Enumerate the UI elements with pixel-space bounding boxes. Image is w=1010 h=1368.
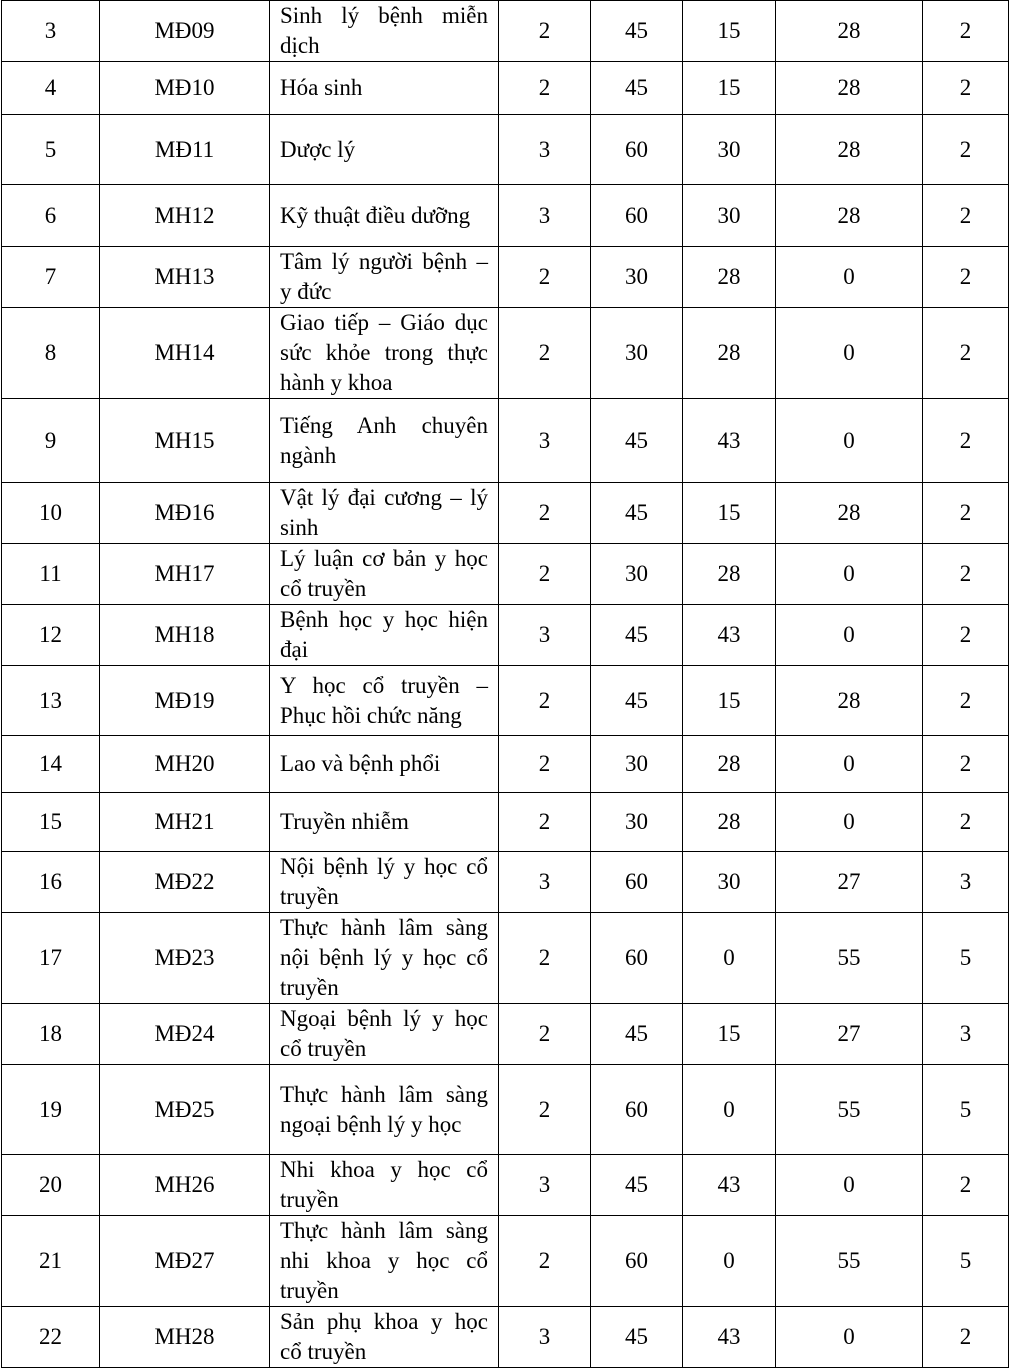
- cell-exam-hours: 2: [923, 605, 1009, 666]
- cell-practice-hours: 0: [776, 544, 923, 605]
- table-row: [2, 1065, 1009, 1155]
- cell-theory-hours: 43: [683, 605, 776, 666]
- table-row: [2, 308, 1009, 399]
- cell-module-name: Tiếng Anh chuyên ngành: [270, 399, 499, 483]
- cell-module-code: MH21: [100, 793, 270, 852]
- cell-total-hours: 60: [591, 1065, 683, 1155]
- cell-practice-hours: 28: [776, 666, 923, 736]
- cell-credits: 2: [499, 913, 591, 1004]
- cell-theory-hours: 15: [683, 62, 776, 115]
- cell-total-hours: 60: [591, 1216, 683, 1307]
- cell-theory-hours: 15: [683, 483, 776, 544]
- cell-practice-hours: 0: [776, 736, 923, 793]
- cell-practice-hours: 0: [776, 308, 923, 399]
- cell-credits: 3: [499, 1307, 591, 1368]
- cell-total-hours: 45: [591, 1, 683, 62]
- cell-theory-hours: 15: [683, 1004, 776, 1065]
- cell-credits: 2: [499, 1, 591, 62]
- cell-practice-hours: 28: [776, 185, 923, 247]
- cell-exam-hours: 2: [923, 666, 1009, 736]
- table-row: [2, 115, 1009, 185]
- cell-total-hours: 30: [591, 247, 683, 308]
- cell-exam-hours: 2: [923, 62, 1009, 115]
- table-row: [2, 913, 1009, 1004]
- cell-theory-hours: 30: [683, 185, 776, 247]
- cell-exam-hours: 2: [923, 793, 1009, 852]
- cell-module-name: Bệnh học y học hiện đại: [270, 605, 499, 666]
- cell-theory-hours: 28: [683, 793, 776, 852]
- cell-stt: 10: [2, 483, 100, 544]
- cell-module-name: Truyền nhiễm: [270, 793, 499, 852]
- cell-practice-hours: 55: [776, 913, 923, 1004]
- cell-exam-hours: 5: [923, 913, 1009, 1004]
- cell-total-hours: 60: [591, 913, 683, 1004]
- curriculum-table: [1, 0, 1009, 1368]
- table-row: [2, 1155, 1009, 1216]
- cell-module-code: MĐ09: [100, 1, 270, 62]
- cell-credits: 3: [499, 852, 591, 913]
- cell-module-code: MĐ24: [100, 1004, 270, 1065]
- cell-total-hours: 45: [591, 666, 683, 736]
- cell-exam-hours: 3: [923, 1004, 1009, 1065]
- cell-theory-hours: 43: [683, 1155, 776, 1216]
- cell-module-name: Thực hành lâm sàng ngoại bệnh lý y học: [270, 1065, 499, 1155]
- cell-stt: 14: [2, 736, 100, 793]
- cell-module-name: Sinh lý bệnh miễn dịch: [270, 1, 499, 62]
- cell-total-hours: 30: [591, 793, 683, 852]
- cell-credits: 2: [499, 1065, 591, 1155]
- table-body: [2, 1, 1009, 1368]
- table-row: [2, 605, 1009, 666]
- cell-module-name: Vật lý đại cương – lý sinh: [270, 483, 499, 544]
- cell-theory-hours: 0: [683, 1065, 776, 1155]
- cell-exam-hours: 2: [923, 1307, 1009, 1368]
- cell-total-hours: 45: [591, 1155, 683, 1216]
- cell-module-code: MH17: [100, 544, 270, 605]
- table-row: [2, 852, 1009, 913]
- cell-exam-hours: 2: [923, 736, 1009, 793]
- cell-theory-hours: 28: [683, 736, 776, 793]
- cell-module-code: MĐ23: [100, 913, 270, 1004]
- cell-credits: 2: [499, 483, 591, 544]
- cell-theory-hours: 15: [683, 666, 776, 736]
- cell-theory-hours: 28: [683, 308, 776, 399]
- cell-exam-hours: 2: [923, 544, 1009, 605]
- cell-stt: 11: [2, 544, 100, 605]
- cell-total-hours: 30: [591, 736, 683, 793]
- cell-theory-hours: 30: [683, 852, 776, 913]
- cell-exam-hours: 2: [923, 483, 1009, 544]
- table-row: [2, 62, 1009, 115]
- cell-stt: 12: [2, 605, 100, 666]
- table-row: [2, 544, 1009, 605]
- cell-practice-hours: 55: [776, 1216, 923, 1307]
- cell-module-name: Lao và bệnh phổi: [270, 736, 499, 793]
- cell-stt: 22: [2, 1307, 100, 1368]
- cell-credits: 2: [499, 308, 591, 399]
- cell-stt: 20: [2, 1155, 100, 1216]
- cell-practice-hours: 27: [776, 852, 923, 913]
- cell-module-name: Kỹ thuật điều dưỡng: [270, 185, 499, 247]
- table-row: [2, 483, 1009, 544]
- cell-practice-hours: 0: [776, 1155, 923, 1216]
- cell-practice-hours: 0: [776, 605, 923, 666]
- cell-module-code: MH26: [100, 1155, 270, 1216]
- cell-total-hours: 45: [591, 62, 683, 115]
- cell-module-name: Thực hành lâm sàng nội bệnh lý y học cổ truyền: [270, 913, 499, 1004]
- cell-practice-hours: 28: [776, 115, 923, 185]
- cell-stt: 4: [2, 62, 100, 115]
- cell-module-name: Tâm lý người bệnh – y đức: [270, 247, 499, 308]
- cell-module-code: MĐ10: [100, 62, 270, 115]
- cell-module-code: MH28: [100, 1307, 270, 1368]
- cell-theory-hours: 0: [683, 1216, 776, 1307]
- cell-module-code: MH18: [100, 605, 270, 666]
- cell-credits: 3: [499, 115, 591, 185]
- cell-module-code: MĐ19: [100, 666, 270, 736]
- cell-credits: 2: [499, 1216, 591, 1307]
- cell-exam-hours: 2: [923, 1155, 1009, 1216]
- cell-module-name: Giao tiếp – Giáo dục sức khỏe trong thực hành y khoa: [270, 308, 499, 399]
- cell-credits: 3: [499, 399, 591, 483]
- cell-credits: 3: [499, 185, 591, 247]
- cell-module-code: MH12: [100, 185, 270, 247]
- table-row: [2, 1307, 1009, 1368]
- table-row: [2, 399, 1009, 483]
- cell-exam-hours: 2: [923, 115, 1009, 185]
- cell-module-code: MĐ11: [100, 115, 270, 185]
- cell-stt: 18: [2, 1004, 100, 1065]
- cell-total-hours: 60: [591, 852, 683, 913]
- table-row: [2, 793, 1009, 852]
- cell-exam-hours: 5: [923, 1065, 1009, 1155]
- table-row: [2, 1, 1009, 62]
- cell-total-hours: 45: [591, 1307, 683, 1368]
- cell-stt: 13: [2, 666, 100, 736]
- cell-practice-hours: 27: [776, 1004, 923, 1065]
- cell-theory-hours: 15: [683, 1, 776, 62]
- cell-module-name: Y học cổ truyền – Phục hồi chức năng: [270, 666, 499, 736]
- cell-total-hours: 60: [591, 115, 683, 185]
- cell-theory-hours: 43: [683, 1307, 776, 1368]
- cell-theory-hours: 0: [683, 913, 776, 1004]
- cell-module-name: Hóa sinh: [270, 62, 499, 115]
- cell-module-name: Sản phụ khoa y học cổ truyền: [270, 1307, 499, 1368]
- cell-credits: 2: [499, 544, 591, 605]
- cell-total-hours: 30: [591, 544, 683, 605]
- cell-module-name: Ngoại bệnh lý y học cổ truyền: [270, 1004, 499, 1065]
- cell-total-hours: 45: [591, 1004, 683, 1065]
- cell-stt: 6: [2, 185, 100, 247]
- cell-stt: 8: [2, 308, 100, 399]
- cell-credits: 3: [499, 605, 591, 666]
- cell-credits: 2: [499, 1004, 591, 1065]
- cell-credits: 2: [499, 793, 591, 852]
- table-row: [2, 1004, 1009, 1065]
- cell-credits: 2: [499, 666, 591, 736]
- cell-exam-hours: 5: [923, 1216, 1009, 1307]
- cell-stt: 3: [2, 1, 100, 62]
- cell-total-hours: 45: [591, 399, 683, 483]
- cell-theory-hours: 43: [683, 399, 776, 483]
- table-row: [2, 1216, 1009, 1307]
- cell-total-hours: 45: [591, 605, 683, 666]
- cell-module-name: Nhi khoa y học cổ truyền: [270, 1155, 499, 1216]
- cell-module-code: MH15: [100, 399, 270, 483]
- cell-stt: 16: [2, 852, 100, 913]
- cell-practice-hours: 0: [776, 399, 923, 483]
- table-row: [2, 736, 1009, 793]
- cell-exam-hours: 3: [923, 852, 1009, 913]
- cell-practice-hours: 55: [776, 1065, 923, 1155]
- cell-exam-hours: 2: [923, 247, 1009, 308]
- cell-stt: 17: [2, 913, 100, 1004]
- cell-total-hours: 30: [591, 308, 683, 399]
- table-row: [2, 666, 1009, 736]
- cell-module-code: MH13: [100, 247, 270, 308]
- table-row: [2, 185, 1009, 247]
- cell-credits: 2: [499, 62, 591, 115]
- cell-module-code: MĐ22: [100, 852, 270, 913]
- cell-stt: 15: [2, 793, 100, 852]
- cell-exam-hours: 2: [923, 1, 1009, 62]
- cell-credits: 3: [499, 1155, 591, 1216]
- cell-theory-hours: 28: [683, 247, 776, 308]
- cell-stt: 7: [2, 247, 100, 308]
- cell-credits: 2: [499, 247, 591, 308]
- table-row: [2, 247, 1009, 308]
- cell-module-code: MĐ16: [100, 483, 270, 544]
- cell-stt: 19: [2, 1065, 100, 1155]
- cell-credits: 2: [499, 736, 591, 793]
- cell-exam-hours: 2: [923, 308, 1009, 399]
- cell-practice-hours: 0: [776, 793, 923, 852]
- cell-practice-hours: 28: [776, 483, 923, 544]
- cell-module-code: MH14: [100, 308, 270, 399]
- cell-total-hours: 60: [591, 185, 683, 247]
- cell-module-name: Dược lý: [270, 115, 499, 185]
- cell-theory-hours: 28: [683, 544, 776, 605]
- cell-exam-hours: 2: [923, 399, 1009, 483]
- cell-practice-hours: 0: [776, 1307, 923, 1368]
- cell-module-name: Thực hành lâm sàng nhi khoa y học cổ truyền: [270, 1216, 499, 1307]
- cell-stt: 21: [2, 1216, 100, 1307]
- cell-stt: 9: [2, 399, 100, 483]
- cell-exam-hours: 2: [923, 185, 1009, 247]
- cell-practice-hours: 0: [776, 247, 923, 308]
- cell-module-code: MH20: [100, 736, 270, 793]
- cell-stt: 5: [2, 115, 100, 185]
- cell-total-hours: 45: [591, 483, 683, 544]
- cell-theory-hours: 30: [683, 115, 776, 185]
- cell-module-name: Lý luận cơ bản y học cổ truyền: [270, 544, 499, 605]
- cell-module-code: MĐ27: [100, 1216, 270, 1307]
- cell-practice-hours: 28: [776, 1, 923, 62]
- cell-module-code: MĐ25: [100, 1065, 270, 1155]
- cell-module-name: Nội bệnh lý y học cổ truyền: [270, 852, 499, 913]
- cell-practice-hours: 28: [776, 62, 923, 115]
